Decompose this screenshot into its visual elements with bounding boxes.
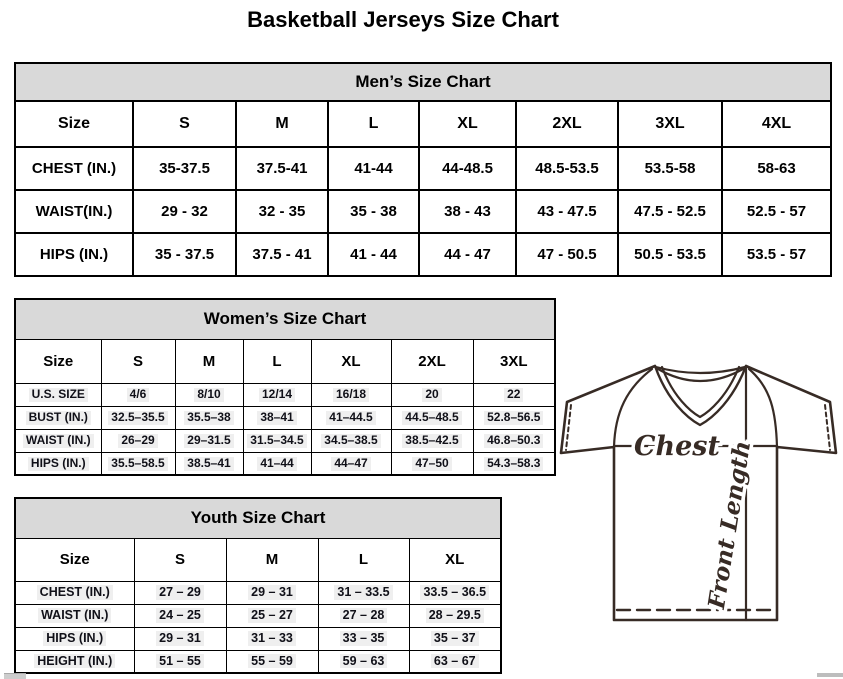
size-value: 25 – 27 xyxy=(226,604,318,627)
youth-waist-row xyxy=(15,604,501,627)
size-value: 29 – 31 xyxy=(134,627,226,650)
col-header: M xyxy=(236,101,328,147)
mens-waist-row xyxy=(15,190,831,233)
size-value: 29–31.5 xyxy=(175,429,243,452)
youth-chest-row xyxy=(15,581,501,604)
col-header: S xyxy=(101,339,175,383)
row-label: WAIST (IN.) xyxy=(15,604,134,627)
size-value: 29 – 31 xyxy=(226,581,318,604)
womens-hips-row xyxy=(15,452,555,475)
row-label: U.S. SIZE xyxy=(15,383,101,406)
size-value: 44.5–48.5 xyxy=(391,406,473,429)
womens-bust-row xyxy=(15,406,555,429)
size-value: 32 - 35 xyxy=(236,190,328,233)
row-label: HEIGHT (IN.) xyxy=(15,650,134,673)
col-header: XL xyxy=(409,538,501,581)
scrollbar-fragment-left[interactable] xyxy=(4,673,26,679)
size-value: 8/10 xyxy=(175,383,243,406)
jersey-outline xyxy=(561,366,836,620)
youth-heading: Youth Size Chart xyxy=(15,498,501,538)
col-header: 4XL xyxy=(722,101,831,147)
size-value: 33 – 35 xyxy=(318,627,409,650)
size-value: 37.5 - 41 xyxy=(236,233,328,276)
col-header: Size xyxy=(15,538,134,581)
col-header: L xyxy=(243,339,311,383)
col-header: L xyxy=(318,538,409,581)
youth-size-header-row xyxy=(15,538,501,581)
womens-size-header-row xyxy=(15,339,555,383)
size-value: 47.5 - 52.5 xyxy=(618,190,722,233)
size-value: 16/18 xyxy=(311,383,391,406)
col-header: Size xyxy=(15,101,133,147)
col-header: M xyxy=(226,538,318,581)
row-label: WAIST (IN.) xyxy=(15,429,101,452)
size-value: 63 – 67 xyxy=(409,650,501,673)
col-header: XL xyxy=(419,101,516,147)
page-title: Basketball Jerseys Size Chart xyxy=(247,7,559,32)
col-header: 3XL xyxy=(618,101,722,147)
size-value: 51 – 55 xyxy=(134,650,226,673)
col-header: 2XL xyxy=(516,101,618,147)
row-label: CHEST (IN.) xyxy=(15,147,133,190)
size-value: 41–44 xyxy=(243,452,311,475)
size-value: 24 – 25 xyxy=(134,604,226,627)
front-length-label: Front Length xyxy=(702,438,757,611)
size-value: 58-63 xyxy=(722,147,831,190)
size-value: 46.8–50.3 xyxy=(473,429,555,452)
size-value: 20 xyxy=(391,383,473,406)
size-value: 35.5–38 xyxy=(175,406,243,429)
row-label: HIPS (IN.) xyxy=(15,452,101,475)
size-value: 44 - 47 xyxy=(419,233,516,276)
size-value: 34.5–38.5 xyxy=(311,429,391,452)
col-header: S xyxy=(133,101,236,147)
womens-heading-row xyxy=(15,299,555,339)
collar-back-arc xyxy=(656,367,745,373)
col-header: L xyxy=(328,101,419,147)
row-label: WAIST(IN.) xyxy=(15,190,133,233)
size-value: 38.5–41 xyxy=(175,452,243,475)
mens-size-table xyxy=(14,62,832,277)
size-value: 53.5 - 57 xyxy=(722,233,831,276)
mens-chest-row xyxy=(15,147,831,190)
womens-waist-row xyxy=(15,429,555,452)
size-value: 26–29 xyxy=(101,429,175,452)
size-value: 47 - 50.5 xyxy=(516,233,618,276)
scrollbar-fragment-right[interactable] xyxy=(817,673,843,677)
size-value: 4/6 xyxy=(101,383,175,406)
size-value: 35.5–58.5 xyxy=(101,452,175,475)
chest-label: Chest xyxy=(634,431,720,462)
row-label: HIPS (IN.) xyxy=(15,627,134,650)
size-value: 22 xyxy=(473,383,555,406)
size-value: 35 - 38 xyxy=(328,190,419,233)
col-header: XL xyxy=(311,339,391,383)
size-value: 41-44 xyxy=(328,147,419,190)
size-value: 54.3–58.3 xyxy=(473,452,555,475)
mens-hips-row xyxy=(15,233,831,276)
size-value: 35-37.5 xyxy=(133,147,236,190)
col-header: S xyxy=(134,538,226,581)
size-value: 55 – 59 xyxy=(226,650,318,673)
row-label: BUST (IN.) xyxy=(15,406,101,429)
size-value: 31 – 33.5 xyxy=(318,581,409,604)
size-value: 27 – 28 xyxy=(318,604,409,627)
size-value: 50.5 - 53.5 xyxy=(618,233,722,276)
size-value: 52.8–56.5 xyxy=(473,406,555,429)
size-value: 35 – 37 xyxy=(409,627,501,650)
col-header: 3XL xyxy=(473,339,555,383)
size-value: 32.5–35.5 xyxy=(101,406,175,429)
mens-heading: Men’s Size Chart xyxy=(15,63,831,101)
youth-size-table xyxy=(14,497,502,674)
womens-heading: Women’s Size Chart xyxy=(15,299,555,339)
size-value: 28 – 29.5 xyxy=(409,604,501,627)
womens-size-table xyxy=(14,298,556,476)
size-value: 12/14 xyxy=(243,383,311,406)
size-value: 53.5-58 xyxy=(618,147,722,190)
row-label: HIPS (IN.) xyxy=(15,233,133,276)
row-label: CHEST (IN.) xyxy=(15,581,134,604)
size-value: 41 - 44 xyxy=(328,233,419,276)
youth-height-row xyxy=(15,650,501,673)
size-value: 38 - 43 xyxy=(419,190,516,233)
jersey-measurement-diagram xyxy=(553,360,843,662)
size-value: 44-48.5 xyxy=(419,147,516,190)
size-value: 29 - 32 xyxy=(133,190,236,233)
size-value: 47–50 xyxy=(391,452,473,475)
youth-heading-row xyxy=(15,498,501,538)
size-value: 41–44.5 xyxy=(311,406,391,429)
size-value: 38–41 xyxy=(243,406,311,429)
size-value: 37.5-41 xyxy=(236,147,328,190)
size-value: 27 – 29 xyxy=(134,581,226,604)
size-value: 35 - 37.5 xyxy=(133,233,236,276)
size-value: 38.5–42.5 xyxy=(391,429,473,452)
size-value: 44–47 xyxy=(311,452,391,475)
womens-ussize-row xyxy=(15,383,555,406)
mens-heading-row xyxy=(15,63,831,101)
size-value: 43 - 47.5 xyxy=(516,190,618,233)
collar-inner-v xyxy=(662,367,739,417)
right-sleeve-hem-dashes xyxy=(825,405,830,450)
mens-size-header-row xyxy=(15,101,831,147)
col-header: Size xyxy=(15,339,101,383)
youth-hips-row xyxy=(15,627,501,650)
col-header: M xyxy=(175,339,243,383)
size-value: 59 – 63 xyxy=(318,650,409,673)
size-value: 48.5-53.5 xyxy=(516,147,618,190)
right-armhole-seam xyxy=(749,369,777,447)
size-value: 31 – 33 xyxy=(226,627,318,650)
size-value: 33.5 – 36.5 xyxy=(409,581,501,604)
size-value: 52.5 - 57 xyxy=(722,190,831,233)
col-header: 2XL xyxy=(391,339,473,383)
size-value: 31.5–34.5 xyxy=(243,429,311,452)
